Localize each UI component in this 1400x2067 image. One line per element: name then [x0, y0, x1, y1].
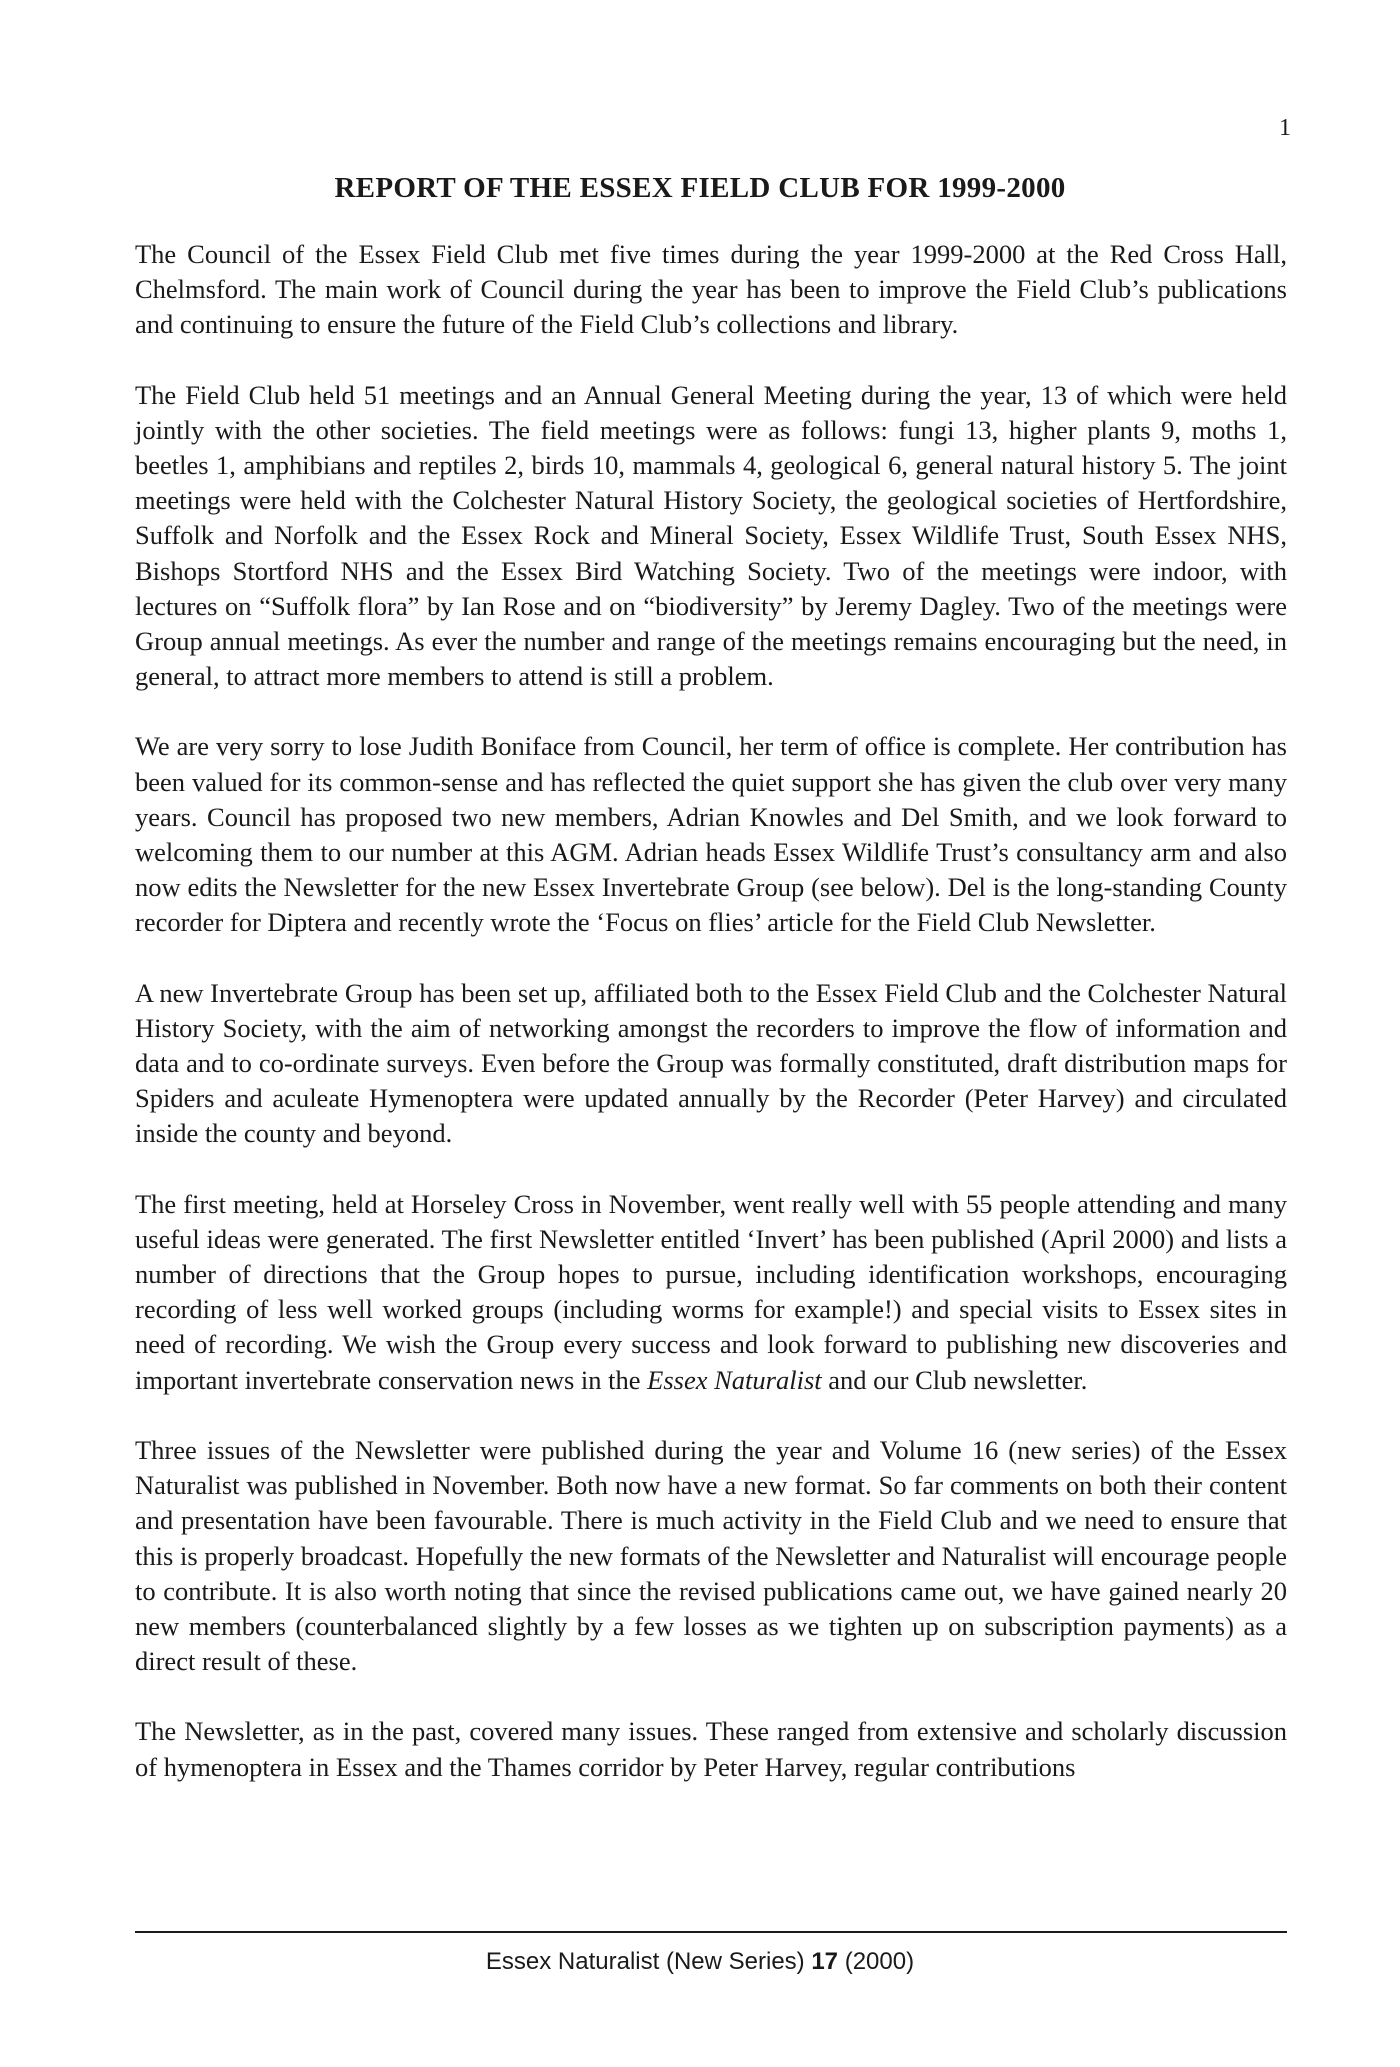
paragraph-council-meetings: The Council of the Essex Field Club met five times during the year 1999-2000 at the Red Cross Hall, Chelmsford. The main work of Council during the year has been to improve the Field Club’s publications and continuing to ensure the future of the Field Club’s collections and library.: [135, 239, 1287, 340]
journal-title-italic: Essex Naturalist: [647, 1364, 822, 1395]
paragraph-field-meetings: The Field Club held 51 meetings and an Annual General Meeting during the year, 13 of which were held jointly with the other societies. The field meetings were as follows: fungi 13, higher plants 9, moths 1, beetles 1, amphibians and reptiles 2, birds 10, mammals 4, geological 6, general natural history 5. The joint meetings were held with the Colchester Natural History Society, the geological societies of Hertfordshire, Suffolk and Norfolk and the Essex Rock and Mineral Society, Essex Wildlife Trust, South Essex NHS, Bishops Stortford NHS and the Essex Bird Watching Society. Two of the meetings were indoor, with lectures on “Suffolk flora” by Ian Rose and on “biodiversity” by Jeremy Dagley. Two of the meetings were Group annual meetings. As ever the number and range of the meetings remains encouraging but the need, in general, to attract more members to attend is still a problem.: [135, 379, 1287, 692]
paragraph-first-meeting: [135, 1187, 1287, 1398]
paragraph-first-meeting-end: and our Club newsletter.: [821, 1364, 1088, 1395]
paragraph-invertebrate-group: A new Invertebrate Group has been set up, affiliated both to the Essex Field Club and the Colchester Natural History Society, with the aim of networking amongst the recorders to improve the flow of information and data and to co-ordinate surveys. Even before the Group was formally constituted, draft distribution maps for Spiders and aculeate Hymenoptera were updated annually by the Recorder (Peter Harvey) and circulated inside the county and beyond.: [135, 977, 1287, 1149]
page-footer: [0, 1948, 1400, 1977]
paragraph-first-meeting-text: The first meeting, held at Horseley Cross in November, went really well with 55 people attending and many useful ideas were generated. The first Newsletter entitled ‘Invert’ has been published (April 2000) and lists a number of directions that the Group hopes to pursue, including identification workshops, encouraging recording of less well worked groups (including worms for example!) and special visits to Essex sites in need of recording. We wish the Group every success and look forward to publishing new discoveries and important invertebrate conservation news in the: [135, 1188, 1287, 1395]
footer-year: (2000): [838, 1948, 915, 1975]
page-title: REPORT OF THE ESSEX FIELD CLUB FOR 1999-2000: [334, 172, 1066, 204]
footer-rule: [135, 1931, 1287, 1933]
report-body: [135, 237, 1287, 1785]
footer-volume: 17: [811, 1948, 839, 1975]
footer-journal: Essex Naturalist (New Series): [485, 1948, 812, 1975]
paragraph-newsletter: The Newsletter, as in the past, covered many issues. These ranged from extensive and scholarly discussion of hymenoptera in Essex and the Thames corridor by Peter Harvey, regular contributions: [135, 1716, 1287, 1782]
paragraph-publications: Three issues of the Newsletter were published during the year and Volume 16 (new series) of the Essex Naturalist was published in November. Both now have a new format. So far comments on both their content and presentation have been favourable. There is much activity in the Field Club and we need to ensure that this is properly broadcast. Hopefully the new formats of the Newsletter and Naturalist will encourage people to contribute. It is also worth noting that since the revised publications came out, we have gained nearly 20 new members (counterbalanced slightly by a few losses as we tighten up on subscription payments) as a direct result of these.: [135, 1434, 1287, 1677]
page-number: 1: [1279, 115, 1291, 141]
paragraph-council-members: We are very sorry to lose Judith Boniface from Council, her term of office is complete. Her contribution has been valued for its common-sense and has reflected the quiet support she has given the club over very many years. Council has proposed two new members, Adrian Knowles and Del Smith, and we look forward to welcoming them to our number at this AGM. Adrian heads Essex Wildlife Trust’s consultancy arm and also now edits the Newsletter for the new Essex Invertebrate Group (see below). Del is the long-standing County recorder for Diptera and recently wrote the ‘Focus on flies’ article for the Field Club Newsletter.: [135, 731, 1287, 938]
